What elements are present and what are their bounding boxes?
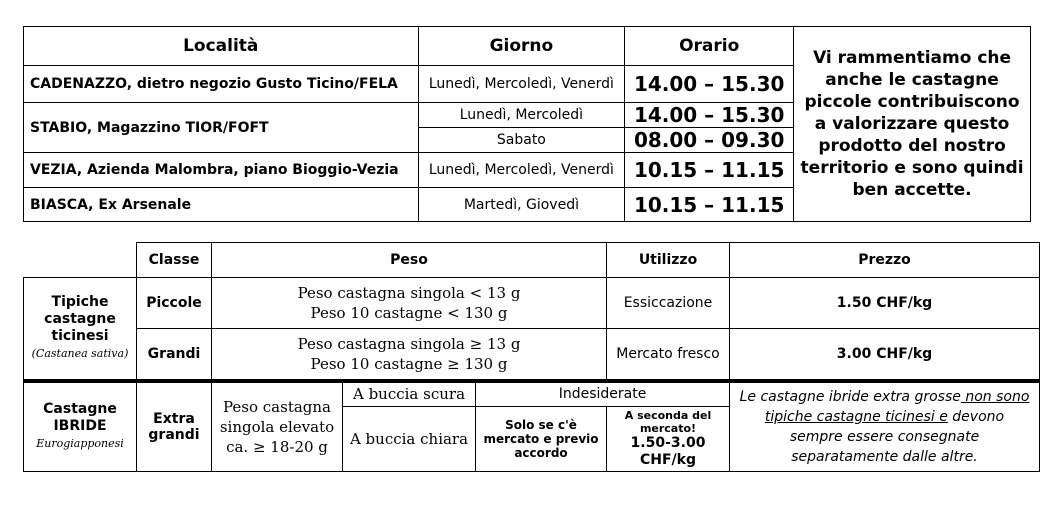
undesired-cell: Indesiderate xyxy=(476,381,730,407)
location-cell: VEZIA, Azienda Malombra, piano Bioggio-Vezia xyxy=(24,153,419,188)
location-cell: CADENAZZO, dietro negozio Gusto Ticino/FELA xyxy=(24,66,419,103)
time-header: Orario xyxy=(625,27,794,66)
weight-line: Peso castagna singola < 13 g xyxy=(297,284,521,302)
use-cell: Essiccazione xyxy=(607,278,730,329)
note-underlined: non sono tipiche castagne ticinesi e xyxy=(764,388,1030,425)
time-cell: 14.00 – 15.30 xyxy=(625,103,794,128)
use-cell: Mercato fresco xyxy=(607,329,730,381)
price-cell: 3.00 CHF/kg xyxy=(730,329,1040,381)
note-text: devono sempre essere consegnate separatamente dalle altre. xyxy=(789,408,1005,465)
class-cell xyxy=(137,381,212,472)
day-cell: Sabato xyxy=(418,128,625,153)
typical-chestnuts-cell xyxy=(24,278,137,381)
table-row xyxy=(24,381,1040,407)
price-table xyxy=(23,242,1040,472)
hybrid-chestnuts-cell xyxy=(24,381,137,472)
price-value: 1.50-3.00 CHF/kg xyxy=(630,434,706,468)
weight-cell xyxy=(212,278,607,329)
schedule-header-row xyxy=(24,27,1031,66)
day-cell: Lunedì, Mercoledì, Venerdì xyxy=(418,66,625,103)
table-row xyxy=(24,278,1040,329)
price-header: Prezzo xyxy=(730,243,1040,278)
weight-cell: Peso castagna singola elevato ca. ≥ 18-20 g xyxy=(212,381,343,472)
location-header: Località xyxy=(24,27,419,66)
hybrid-note xyxy=(730,381,1040,472)
class-label: Extra xyxy=(153,410,195,427)
weight-line: Peso 10 castagne ≥ 130 g xyxy=(310,354,508,373)
hybrid-label: Castagne xyxy=(43,401,117,417)
time-cell: 14.00 – 15.30 xyxy=(625,66,794,103)
weight-header: Peso xyxy=(212,243,607,278)
price-header-row xyxy=(24,243,1040,278)
weight-line: Peso castagna singola ≥ 13 g xyxy=(297,334,521,353)
table-row xyxy=(24,329,1040,381)
class-cell: Piccole xyxy=(137,278,212,329)
hybrid-latin-name: Eurogiapponesi xyxy=(36,437,124,450)
day-header: Giorno xyxy=(418,27,625,66)
time-cell: 10.15 – 11.15 xyxy=(625,153,794,188)
day-cell: Lunedì, Mercoledì xyxy=(418,103,625,128)
dark-skin-cell: A buccia scura xyxy=(343,381,476,407)
price-note: A seconda del mercato! xyxy=(624,408,712,435)
class-header: Classe xyxy=(137,243,212,278)
reminder-note: Vi rammentiamo che anche le castagne piccole contribuiscono a valorizzare questo prodotto del nostro territorio e sono quindi ben accette. xyxy=(794,27,1031,222)
note-text: Le castagne ibride extra grosse xyxy=(739,388,961,405)
schedule-table xyxy=(23,26,1031,222)
price-cell: 1.50 CHF/kg xyxy=(730,278,1040,329)
class-label: grandi xyxy=(148,426,200,443)
class-cell: Grandi xyxy=(137,329,212,381)
location-cell: STABIO, Magazzino TIOR/FOFT xyxy=(24,103,419,153)
weight-line: Peso 10 castagne < 130 g xyxy=(310,304,508,322)
use-cell: Solo se c'è mercato e previo accordo xyxy=(476,407,607,471)
location-cell: BIASCA, Ex Arsenale xyxy=(24,188,419,222)
typical-chestnuts-label: Tipiche castagne ticinesi xyxy=(44,294,116,345)
light-skin-cell: A buccia chiara xyxy=(343,407,476,471)
weight-cell xyxy=(212,329,607,381)
day-cell: Martedì, Giovedì xyxy=(418,188,625,222)
use-header: Utilizzo xyxy=(607,243,730,278)
time-cell: 10.15 – 11.15 xyxy=(625,188,794,222)
time-cell: 08.00 – 09.30 xyxy=(625,128,794,153)
day-cell: Lunedì, Mercoledì, Venerdì xyxy=(418,153,625,188)
hybrid-label: IBRIDE xyxy=(53,418,107,434)
typical-latin-name: (Castanea sativa) xyxy=(31,347,129,361)
price-cell xyxy=(607,407,730,471)
